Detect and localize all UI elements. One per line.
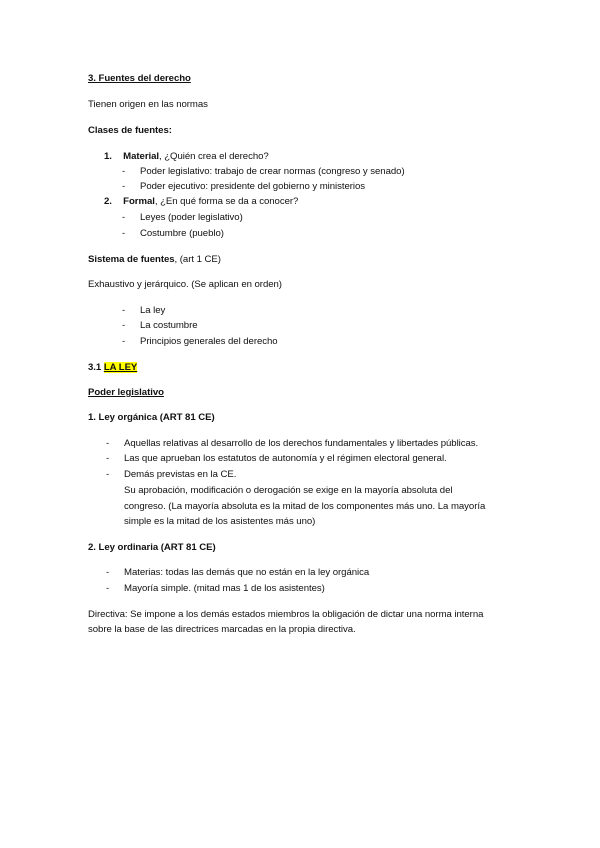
- list-number: 1.: [104, 151, 112, 162]
- dash-bullet: -: [106, 438, 110, 449]
- list-item: Poder legislativo: trabajo de crear normas (congreso y senado): [140, 166, 405, 177]
- paragraph-line: simple es la mitad de los asistentes más uno): [124, 516, 316, 527]
- dash-bullet: -: [106, 453, 110, 464]
- subsection-highlight: LA LEY: [103, 362, 138, 373]
- section-title: 3. Fuentes del derecho: [88, 73, 191, 84]
- origin-text: Tienen origen en las normas: [88, 99, 208, 110]
- list-number: 2.: [104, 196, 112, 207]
- list-item: Las que aprueban los estatutos de autonomía y el régimen electoral general.: [124, 453, 447, 464]
- formal-label: Formal: [123, 196, 155, 207]
- ley-organica-heading: 1. Ley orgánica (ART 81 CE): [88, 412, 215, 423]
- dash-bullet: -: [106, 469, 110, 480]
- dash-bullet: -: [122, 305, 126, 316]
- dash-bullet: -: [122, 336, 126, 347]
- subsection-title: [88, 362, 137, 374]
- list-item: Principios generales del derecho: [140, 336, 278, 347]
- paragraph-line: Su aprobación, modificación o derogación se exige en la mayoría absoluta del: [124, 485, 453, 496]
- list-item: Leyes (poder legislativo): [140, 212, 243, 223]
- dash-bullet: -: [122, 166, 126, 177]
- material-question: , ¿Quién crea el derecho?: [159, 151, 269, 162]
- dash-bullet: -: [122, 181, 126, 192]
- paragraph-line: Directiva: Se impone a los demás estados miembros la obligación de dictar una norma interna: [88, 609, 484, 620]
- dash-bullet: -: [122, 212, 126, 223]
- poder-legislativo-heading: Poder legislativo: [88, 387, 164, 398]
- formal-question: , ¿En qué forma se da a conocer?: [154, 196, 299, 207]
- dash-bullet: -: [122, 320, 126, 331]
- dash-bullet: -: [106, 583, 110, 594]
- list-item: Demás previstas en la CE.: [124, 469, 237, 480]
- list-item-formal: [104, 196, 298, 208]
- system-label: Sistema de fuentes: [88, 254, 175, 265]
- dash-bullet: -: [106, 567, 110, 578]
- list-item: Costumbre (pueblo): [140, 228, 224, 239]
- paragraph-line: sobre la base de las directrices marcadas en la propia directiva.: [88, 624, 356, 635]
- list-item-material: [104, 151, 269, 163]
- subsection-number: 3.1: [88, 362, 104, 373]
- list-item: La costumbre: [140, 320, 198, 331]
- paragraph-line: congreso. (La mayoría absoluta es la mitad de los componentes más uno. La mayoría: [124, 501, 486, 512]
- system-ref: , (art 1 CE): [174, 254, 221, 265]
- classes-heading: Clases de fuentes:: [88, 125, 172, 136]
- exhaustive-text: Exhaustivo y jerárquico. (Se aplican en orden): [88, 279, 282, 290]
- list-item: Materias: todas las demás que no están en la ley orgánica: [124, 567, 370, 578]
- list-item: La ley: [140, 305, 166, 316]
- material-label: Material: [123, 151, 160, 162]
- list-item: Aquellas relativas al desarrollo de los derechos fundamentales y libertades públicas.: [124, 438, 479, 449]
- system-heading: [88, 254, 221, 266]
- dash-bullet: -: [122, 228, 126, 239]
- list-item: Poder ejecutivo: presidente del gobierno y ministerios: [140, 181, 366, 192]
- ley-ordinaria-heading: 2. Ley ordinaria (ART 81 CE): [88, 542, 216, 553]
- list-item: Mayoría simple. (mitad mas 1 de los asistentes): [124, 583, 325, 594]
